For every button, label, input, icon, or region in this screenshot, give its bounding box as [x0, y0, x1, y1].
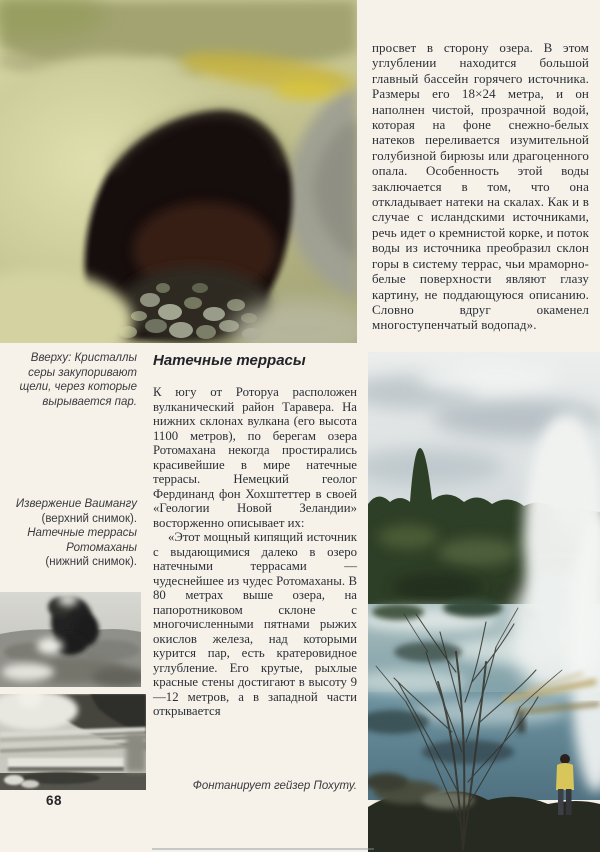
geyser-illustration — [368, 352, 600, 852]
caption-sulphur-crystals: Вверху: Кристаллы серы закупоривают щели, через которые вырывается пар. — [19, 352, 137, 408]
photo-sulphur-cave — [0, 0, 357, 343]
body-paragraph-continued: просвет в сторону озера. В этом углублении находится большой главный бассейн горячего источника. Размеры его 18×24 метра, и он наполнен чистой, прозрачной водой, которая на фоне снежно-белых натеков переливается изумительной голубизной бирюзы или драгоценного опала. Особенность этой воды заключается в том, что она откладывает натеки на скалах. Как и в случае с исландскими источниками, речь идет о кремнистой корке, и поток воды из источника преобразил склон горы в систему террас, чьи мраморно-белые поверхности являют глазу картину, не поддающуюся описанию. Словно вдруг окаменел многоступенчатый водопад». — [372, 40, 589, 333]
right-text-column — [372, 40, 589, 333]
section-heading: Натечные террасы — [153, 352, 306, 369]
page-number: 68 — [46, 793, 63, 808]
caption-geyser-pohutu: Фонтанирует гейзер Похуту. — [192, 780, 357, 792]
sulphur-cave-illustration — [0, 0, 357, 343]
caption-left-photos — [11, 497, 137, 570]
body-paragraph-1: К югу от Роторуа расположен вулканический район Таравера. На нижних склонах вулкана (его высота 1100 метров), по берегам озера Ротомахана некогда простирались красивейшие в мире натечные террасы. Немецкий геолог Фердинанд фон Хохштеттер в своей «Геологии Новой Зеландии» восторженно описывает их: — [153, 385, 357, 530]
photo-eruption-bw — [0, 592, 141, 687]
body-paragraph-2: «Этот мощный кипящий источник с выдающимися далеко в озеро натечными террасами — чудеснейшее из чудес Ротомаханы. В 80 метрах выше озера, на папоротниковом склоне с многочисленными пятнами рыжих окислов железа, над которыми курится пар, есть кратеровидное углубление. Его крутые, рыхлые красные стены достигают в высоту 9—12 метров, а в западной части открывается — [153, 530, 357, 718]
caption-terraces-title: Натечные террасы Ротомаханы — [27, 527, 137, 554]
caption-eruption-title: Извержение Ваимангу — [15, 498, 137, 510]
person-distant — [517, 711, 525, 733]
middle-text-column — [153, 385, 357, 719]
caption-eruption-note: (верхний снимок). — [41, 512, 137, 525]
eruption-illustration — [0, 592, 141, 687]
photo-geyser-pohutu — [368, 352, 600, 852]
caption-terraces-note: (нижний снимок). — [45, 556, 137, 569]
terraces-illustration — [0, 694, 146, 790]
photo-terraces-bw — [0, 694, 146, 790]
scan-artifact-line — [152, 848, 374, 850]
